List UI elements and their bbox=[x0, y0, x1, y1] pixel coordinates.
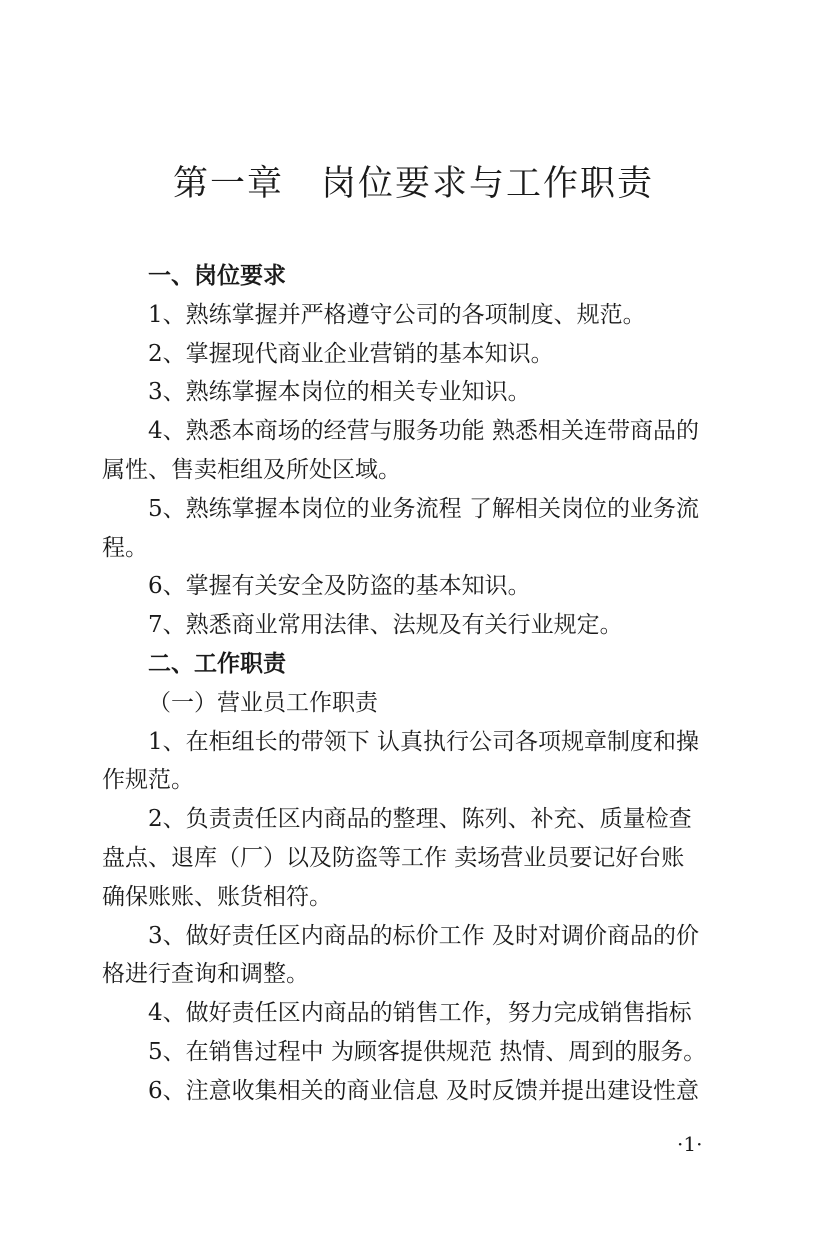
duty-item: 3、做好责任区内商品的标价工作 及时对调价商品的价 bbox=[148, 922, 699, 949]
duty-item: 1、在柜组长的带领下 认真执行公司各项规章制度和操 bbox=[148, 728, 699, 755]
duty-item: 2、负责责任区内商品的整理、陈列、补充、质量检查 bbox=[148, 806, 692, 833]
requirement-item: 4、熟悉本商场的经营与服务功能 熟悉相关连带商品的 bbox=[148, 418, 699, 445]
subsection-heading: （一）营业员工作职责 bbox=[148, 689, 378, 716]
duty-item: 6、注意收集相关的商业信息 及时反馈并提出建设性意 bbox=[148, 1077, 699, 1104]
requirement-item: 3、熟练掌握本岗位的相关专业知识。 bbox=[148, 379, 531, 406]
requirement-item: 6、掌握有关安全及防盗的基本知识。 bbox=[148, 573, 531, 600]
requirement-item-continued: 程。 bbox=[102, 534, 148, 561]
requirement-item: 7、熟悉商业常用法律、法规及有关行业规定。 bbox=[148, 612, 623, 639]
document-body bbox=[102, 257, 742, 1111]
requirement-item-continued: 属性、售卖柜组及所处区域。 bbox=[102, 456, 401, 483]
duty-item-continued: 盘点、退库（厂）以及防盗等工作 卖场营业员要记好台账 bbox=[102, 844, 685, 871]
requirement-item: 2、掌握现代商业企业营销的基本知识。 bbox=[148, 340, 554, 367]
section-heading-duties: 二、工作职责 bbox=[148, 650, 286, 677]
requirement-item: 5、熟练掌握本岗位的业务流程 了解相关岗位的业务流 bbox=[148, 495, 699, 522]
duty-item-continued: 确保账账、账货相符。 bbox=[102, 883, 332, 910]
duty-item: 4、做好责任区内商品的销售工作，努力完成销售指标 bbox=[148, 1000, 692, 1027]
page-number: ·1· bbox=[677, 1132, 703, 1156]
section-heading-requirements: 一、岗位要求 bbox=[148, 263, 286, 289]
duty-item-continued: 作规范。 bbox=[102, 767, 194, 794]
duty-item: 5、在销售过程中 为顾客提供规范 热情、周到的服务。 bbox=[148, 1038, 707, 1065]
requirement-item: 1、熟练掌握并严格遵守公司的各项制度、规范。 bbox=[148, 301, 646, 328]
duty-item-continued: 格进行查询和调整。 bbox=[102, 961, 309, 988]
chapter-title: 第一章 岗位要求与工作职责 bbox=[172, 164, 654, 204]
